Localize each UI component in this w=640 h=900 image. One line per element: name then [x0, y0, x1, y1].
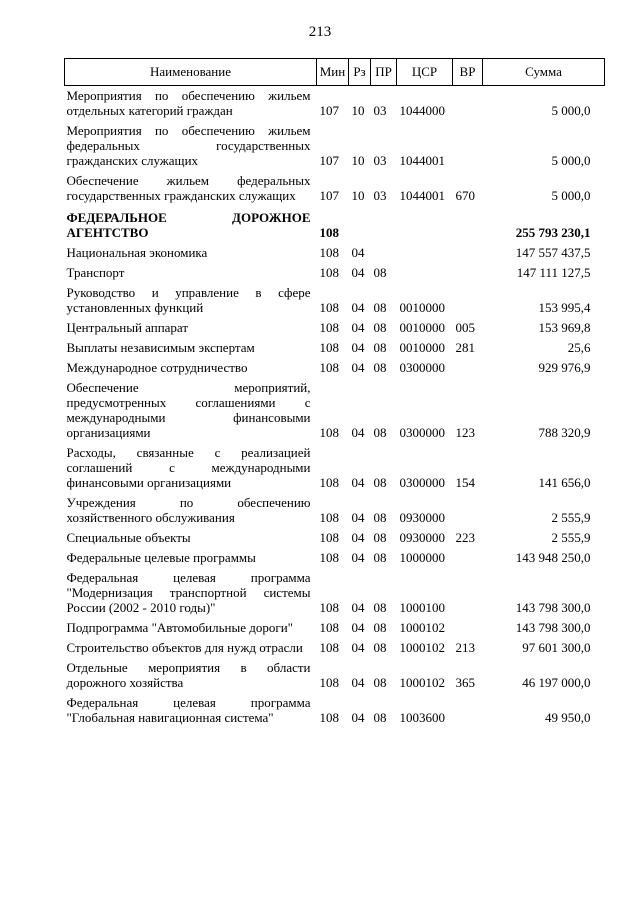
row-name: Выплаты независимым экспертам — [66, 340, 255, 355]
row-rz: 04 — [351, 475, 365, 490]
row-sum: 2 555,9 — [551, 530, 591, 545]
row-vr: 005 — [455, 320, 475, 335]
row-min: 108 — [319, 600, 339, 615]
row-rz: 04 — [351, 640, 365, 655]
row-name: Мероприятия по обеспечению жильем отдельных категорий граждан — [66, 88, 311, 118]
table-row — [65, 171, 605, 206]
row-sum: 143 798 300,0 — [515, 600, 591, 615]
budget-table — [64, 58, 605, 728]
row-name: Международное сотрудничество — [66, 360, 248, 375]
header-rz: Рз — [349, 59, 371, 86]
table-row — [65, 443, 605, 493]
row-vr — [453, 568, 483, 618]
row-min: 108 — [319, 530, 339, 545]
table-row — [65, 568, 605, 618]
row-sum: 153 969,8 — [538, 320, 591, 335]
row-csr — [397, 243, 453, 263]
row-csr — [397, 206, 453, 243]
row-sum: 25,6 — [567, 340, 591, 355]
table-body — [65, 86, 605, 729]
row-rz: 10 — [351, 103, 365, 118]
row-sum: 46 197 000,0 — [522, 675, 591, 690]
row-vr — [453, 548, 483, 568]
row-rz: 04 — [351, 360, 365, 375]
row-pr: 08 — [373, 530, 387, 545]
row-name: Федеральные целевые программы — [66, 550, 256, 565]
table-row — [65, 121, 605, 171]
row-rz: 10 — [351, 153, 365, 168]
row-sum: 2 555,9 — [551, 510, 591, 525]
row-vr: 365 — [455, 675, 475, 690]
row-pr: 08 — [373, 640, 387, 655]
row-csr: 0010000 — [399, 320, 445, 335]
row-csr: 1000102 — [399, 620, 445, 635]
row-name: Федеральная целевая программа "Модернизация транспортной системы России (2002 - 2010 годы)" — [66, 570, 311, 615]
table-row — [65, 243, 605, 263]
row-pr: 08 — [373, 600, 387, 615]
row-pr: 08 — [373, 360, 387, 375]
row-rz: 04 — [351, 620, 365, 635]
row-sum: 929 976,9 — [538, 360, 591, 375]
row-vr — [453, 243, 483, 263]
row-csr: 1044001 — [399, 153, 445, 168]
row-pr: 08 — [373, 550, 387, 565]
row-sum: 147 111 127,5 — [516, 265, 591, 280]
row-csr: 0300000 — [399, 360, 445, 375]
row-min: 108 — [319, 550, 339, 565]
row-min: 108 — [319, 245, 339, 260]
row-rz: 04 — [351, 600, 365, 615]
table-row — [65, 86, 605, 122]
row-sum: 97 601 300,0 — [522, 640, 591, 655]
row-vr — [453, 693, 483, 728]
row-name: Обеспечение мероприятий, предусмотренных соглашениями с международными финансовыми организациями — [66, 380, 311, 440]
row-rz — [349, 206, 371, 243]
row-name: Национальная экономика — [66, 245, 208, 260]
row-sum: 255 793 230,1 — [515, 225, 591, 240]
row-pr: 03 — [373, 188, 387, 203]
header-name: Наименование — [65, 59, 317, 86]
row-name: Специальные объекты — [66, 530, 191, 545]
row-min: 107 — [319, 103, 339, 118]
row-pr: 08 — [373, 425, 387, 440]
row-pr: 08 — [373, 620, 387, 635]
row-name: Учреждения по обеспечению хозяйственного обслуживания — [66, 495, 311, 525]
row-sum: 147 557 437,5 — [515, 245, 591, 260]
row-name: Обеспечение жильем федеральных государственных гражданских служащих — [66, 173, 311, 203]
row-min: 108 — [319, 710, 339, 725]
table-row — [65, 693, 605, 728]
row-pr: 08 — [373, 510, 387, 525]
table-row — [65, 263, 605, 283]
row-pr: 08 — [373, 710, 387, 725]
row-name: Отдельные мероприятия в области дорожного хозяйства — [66, 660, 311, 690]
row-vr — [453, 86, 483, 122]
page-number: 213 — [308, 24, 332, 40]
row-pr: 08 — [373, 675, 387, 690]
row-csr: 1003600 — [399, 710, 445, 725]
row-min: 108 — [319, 225, 339, 240]
row-min: 108 — [319, 320, 339, 335]
row-sum: 5 000,0 — [551, 103, 591, 118]
row-rz: 10 — [351, 188, 365, 203]
row-vr: 154 — [455, 475, 475, 490]
table-row — [65, 318, 605, 338]
row-rz: 04 — [351, 530, 365, 545]
row-vr — [453, 283, 483, 318]
row-rz: 04 — [351, 265, 365, 280]
table-row — [65, 378, 605, 443]
table-row — [65, 638, 605, 658]
row-rz: 04 — [351, 510, 365, 525]
row-name: Руководство и управление в сфере установленных функций — [66, 285, 311, 315]
row-pr — [371, 243, 397, 263]
row-rz: 04 — [351, 300, 365, 315]
row-rz: 04 — [351, 710, 365, 725]
row-min: 108 — [319, 620, 339, 635]
row-pr: 08 — [373, 265, 387, 280]
row-csr: 0930000 — [399, 530, 445, 545]
header-vr: ВР — [453, 59, 483, 86]
row-pr: 03 — [373, 153, 387, 168]
row-vr — [453, 358, 483, 378]
row-name: Федеральная целевая программа "Глобальная навигационная система" — [66, 695, 311, 725]
table-row — [65, 358, 605, 378]
row-pr: 03 — [373, 103, 387, 118]
table-header — [65, 59, 605, 86]
row-pr: 08 — [373, 320, 387, 335]
row-sum: 143 948 250,0 — [515, 550, 591, 565]
row-min: 108 — [319, 425, 339, 440]
row-min: 108 — [319, 475, 339, 490]
row-csr — [397, 263, 453, 283]
row-csr: 1000000 — [399, 550, 445, 565]
header-min: Мин — [317, 59, 349, 86]
row-min: 107 — [319, 153, 339, 168]
row-vr: 123 — [455, 425, 475, 440]
row-min: 108 — [319, 510, 339, 525]
row-name: Подпрограмма "Автомобильные дороги" — [66, 620, 293, 635]
row-csr: 1000102 — [399, 640, 445, 655]
row-rz: 04 — [351, 245, 365, 260]
row-min: 108 — [319, 265, 339, 280]
row-vr — [453, 206, 483, 243]
row-sum: 788 320,9 — [538, 425, 591, 440]
row-csr: 0930000 — [399, 510, 445, 525]
row-csr: 0010000 — [399, 300, 445, 315]
row-sum: 143 798 300,0 — [515, 620, 591, 635]
row-rz: 04 — [351, 550, 365, 565]
row-csr: 1044000 — [399, 103, 445, 118]
row-rz: 04 — [351, 320, 365, 335]
row-sum: 5 000,0 — [551, 188, 591, 203]
row-min: 108 — [319, 360, 339, 375]
row-vr: 670 — [455, 188, 475, 203]
row-name: Строительство объектов для нужд отрасли — [66, 640, 303, 655]
row-rz: 04 — [351, 425, 365, 440]
row-min: 108 — [319, 640, 339, 655]
row-vr — [453, 263, 483, 283]
row-rz: 04 — [351, 675, 365, 690]
row-min: 107 — [319, 188, 339, 203]
row-csr: 1000100 — [399, 600, 445, 615]
row-vr: 213 — [455, 640, 475, 655]
row-vr: 281 — [455, 340, 475, 355]
row-sum: 141 656,0 — [538, 475, 591, 490]
row-csr: 1000102 — [399, 675, 445, 690]
row-min: 108 — [319, 300, 339, 315]
row-csr: 0010000 — [399, 340, 445, 355]
row-vr — [453, 618, 483, 638]
table-row — [65, 658, 605, 693]
row-csr: 1044001 — [399, 188, 445, 203]
header-sum: Сумма — [483, 59, 605, 86]
row-vr — [453, 493, 483, 528]
table-row — [65, 528, 605, 548]
row-name: Центральный аппарат — [66, 320, 189, 335]
row-name: ФЕДЕРАЛЬНОЕ ДОРОЖНОЕ АГЕНТСТВО — [66, 210, 311, 240]
row-pr: 08 — [373, 340, 387, 355]
row-csr: 0300000 — [399, 425, 445, 440]
header-pr: ПР — [371, 59, 397, 86]
table-row — [65, 338, 605, 358]
header-csr: ЦСР — [397, 59, 453, 86]
row-name: Транспорт — [66, 265, 125, 280]
row-name: Мероприятия по обеспечению жильем федеральных государственных гражданских служащих — [66, 123, 311, 168]
table-row — [65, 493, 605, 528]
row-pr: 08 — [373, 300, 387, 315]
row-sum: 49 950,0 — [545, 710, 591, 725]
table-row — [65, 206, 605, 243]
row-vr — [453, 121, 483, 171]
table-row — [65, 548, 605, 568]
row-name: Расходы, связанные с реализацией соглашений с международными финансовыми организациями — [66, 445, 311, 490]
table-row — [65, 283, 605, 318]
row-min: 108 — [319, 675, 339, 690]
row-sum: 153 995,4 — [538, 300, 591, 315]
row-pr: 08 — [373, 475, 387, 490]
table-row — [65, 618, 605, 638]
row-rz: 04 — [351, 340, 365, 355]
row-csr: 0300000 — [399, 475, 445, 490]
row-sum: 5 000,0 — [551, 153, 591, 168]
row-vr: 223 — [455, 530, 475, 545]
row-pr — [371, 206, 397, 243]
row-min: 108 — [319, 340, 339, 355]
